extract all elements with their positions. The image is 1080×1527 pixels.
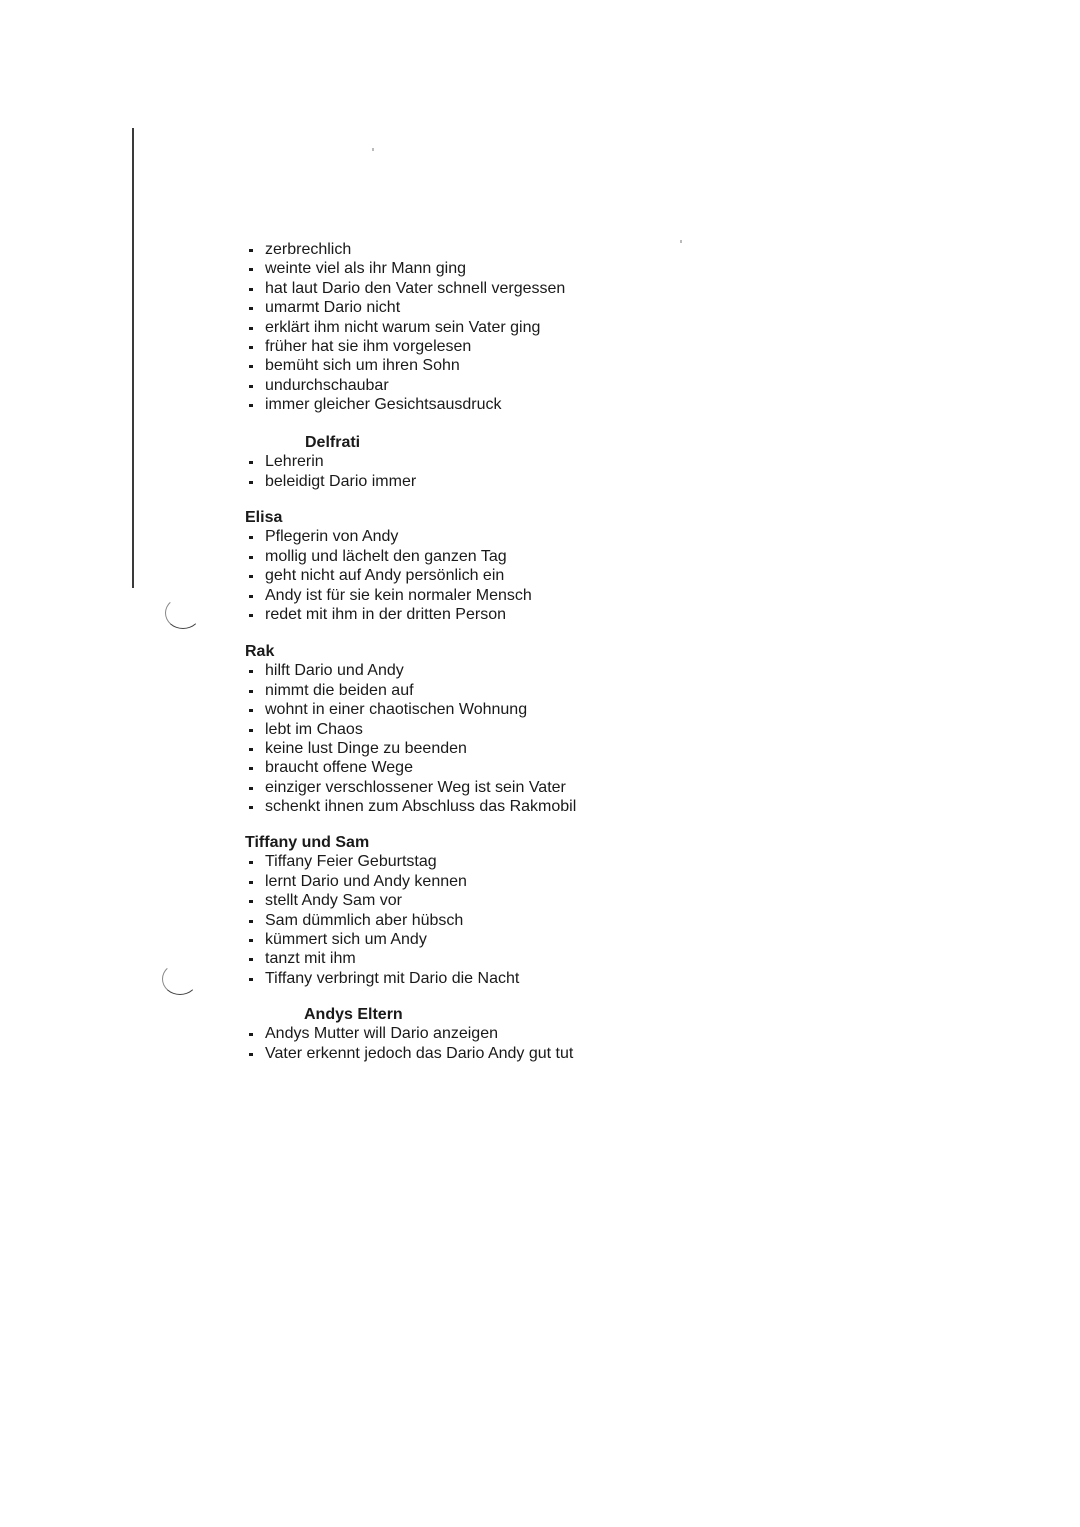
list-item: stellt Andy Sam vor [245, 891, 519, 910]
list-item: immer gleicher Gesichtsausdruck [245, 395, 565, 414]
list-item: weinte viel als ihr Mann ging [245, 259, 565, 278]
list-item: tanzt mit ihm [245, 949, 519, 968]
list-item: Pflegerin von Andy [245, 527, 532, 546]
list-item: einziger verschlossener Weg ist sein Vater [245, 778, 576, 797]
list-item: Lehrerin [245, 452, 416, 471]
section-delfrati [245, 433, 416, 491]
list-item: Andys Mutter will Dario anzeigen [245, 1024, 573, 1043]
punch-hole-top [165, 597, 201, 629]
section-tiffany-sam [245, 833, 519, 988]
list-item: lernt Dario und Andy kennen [245, 872, 519, 891]
punch-hole-bottom [162, 963, 198, 995]
list-item: hilft Dario und Andy [245, 661, 576, 680]
bullet-list [245, 240, 565, 415]
scan-margin-line [132, 128, 134, 588]
section-rak [245, 642, 576, 817]
section-elisa [245, 508, 532, 624]
section-heading: Delfrati [305, 434, 361, 451]
section-mother [245, 240, 565, 415]
bullet-list [245, 452, 416, 491]
scan-speck [680, 240, 682, 243]
section-heading: Tiffany und Sam [245, 834, 370, 851]
section-heading: Andys Eltern [304, 1006, 403, 1023]
list-item: redet mit ihm in der dritten Person [245, 605, 532, 624]
list-item: wohnt in einer chaotischen Wohnung [245, 700, 576, 719]
list-item: lebt im Chaos [245, 720, 576, 739]
list-item: zerbrechlich [245, 240, 565, 259]
scan-speck [372, 148, 374, 151]
section-andys-eltern [245, 1005, 573, 1063]
list-item: braucht offene Wege [245, 758, 576, 777]
list-item: hat laut Dario den Vater schnell vergessen [245, 279, 565, 298]
list-item: nimmt die beiden auf [245, 681, 576, 700]
bullet-list [245, 852, 519, 988]
list-item: schenkt ihnen zum Abschluss das Rakmobil [245, 797, 576, 816]
list-item: kümmert sich um Andy [245, 930, 519, 949]
list-item: Sam dümmlich aber hübsch [245, 911, 519, 930]
list-item: erklärt ihm nicht warum sein Vater ging [245, 318, 565, 337]
list-item: Tiffany Feier Geburtstag [245, 852, 519, 871]
list-item: umarmt Dario nicht [245, 298, 565, 317]
list-item: beleidigt Dario immer [245, 472, 416, 491]
list-item: mollig und lächelt den ganzen Tag [245, 547, 532, 566]
bullet-list [245, 1024, 573, 1063]
bullet-list [245, 527, 532, 624]
section-heading: Elisa [245, 509, 283, 526]
list-item: Andy ist für sie kein normaler Mensch [245, 586, 532, 605]
bullet-list [245, 661, 576, 816]
list-item: geht nicht auf Andy persönlich ein [245, 566, 532, 585]
section-heading: Rak [245, 643, 275, 660]
list-item: Tiffany verbringt mit Dario die Nacht [245, 969, 519, 988]
list-item: Vater erkennt jedoch das Dario Andy gut tut [245, 1044, 573, 1063]
list-item: keine lust Dinge zu beenden [245, 739, 576, 758]
list-item: bemüht sich um ihren Sohn [245, 356, 565, 375]
list-item: früher hat sie ihm vorgelesen [245, 337, 565, 356]
list-item: undurchschaubar [245, 376, 565, 395]
